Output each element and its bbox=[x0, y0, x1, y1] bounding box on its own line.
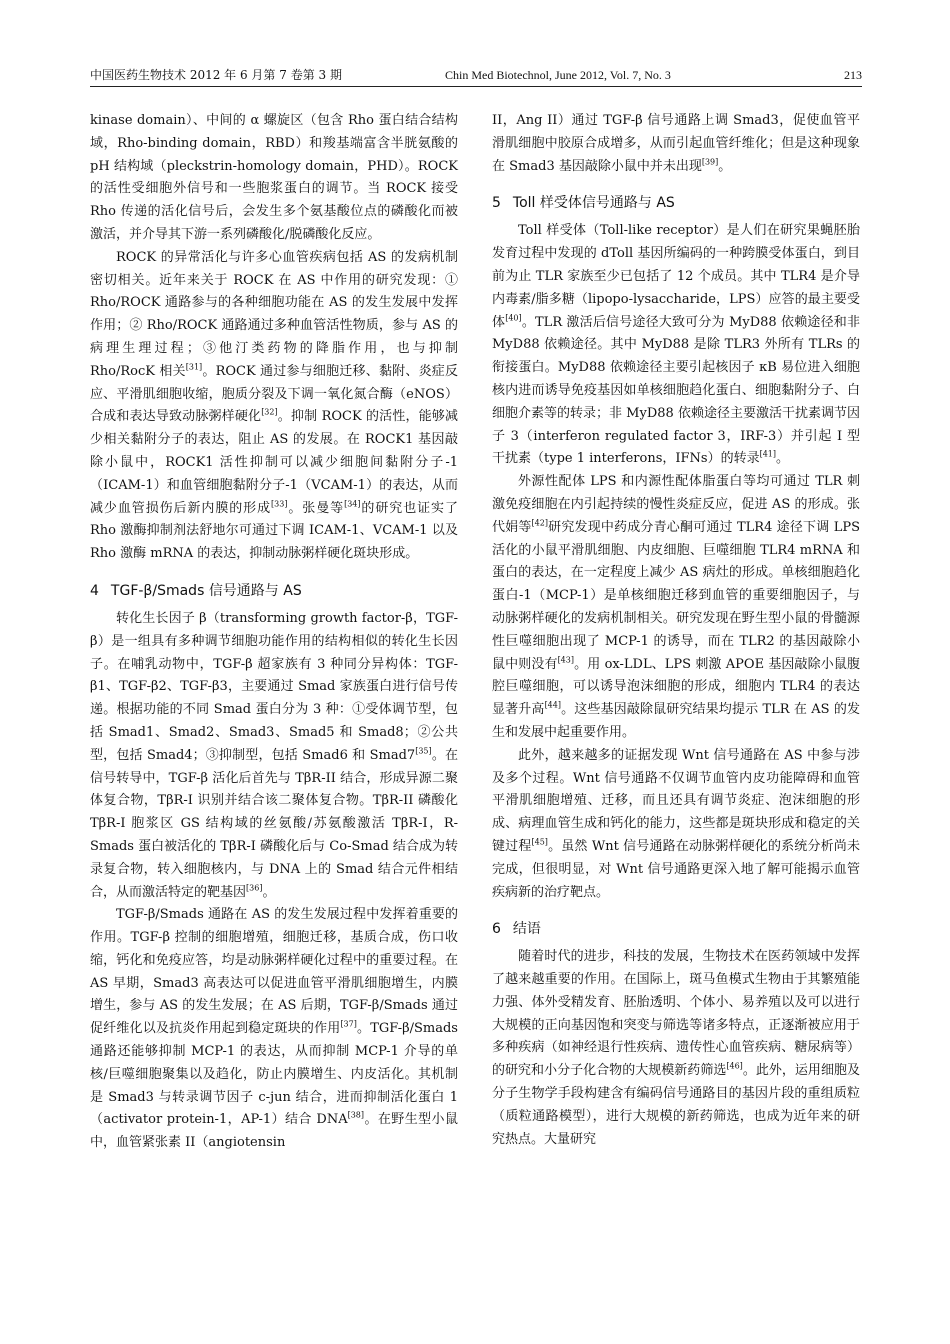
paragraph: 此外，越来越多的证据发现 Wnt 信号通路在 AS 中参与涉及多个过程。Wnt 信号通路不仅调节血管内皮功能障碍和血管平滑肌细胞增殖、迁移，而且还具有调节炎症、泡沫细胞的形成、病理血管生成和钙化的能力，这些都是斑块形成和稳定的关键过程[45]。虽然 Wnt 信号通路在动脉粥样硬化的系统分析尚未完成，但很明显，对 Wnt 信号通路更深入地了解可能揭示血管疾病新的治疗靶点。 bbox=[492, 747, 860, 900]
paragraph: 转化生长因子 β（transforming growth factor-β，TGF-β）是一组具有多种调节细胞功能作用的结构相似的转化生长因子。在哺乳动物中，TGF-β 超家族有 3 种同分异构体：TGF-β1、TGF-β2、TGF-β3，主要通过 Smad 家族蛋白进行信号传递。根据功能的不同 Smad 蛋白分为 3 种：①受体调节型，包括 Smad1、Smad2、Smad3、Smad5 和 Smad8；②公共型，包括 Smad4；③抑制型，包括 Smad6 和 Smad7[35]。在信号转导中，TGF-β 活化后首先与 TβR-II 结合，形成异源二聚体复合物，TβR-I 识别并结合该二聚体复合物。TβR-II 磷酸化 TβR-I 胞浆区 GS 结构域的丝氨酸/苏氨酸激活 TβR-I，R-Smads 蛋白被活化的 TβR-I 磷酸化后与 Co-Smad 结合成为转录复合物，转入细胞核内，与 DNA 上的 Smad 结合元件相结合，从而激活特定的靶基因[36]。 bbox=[90, 610, 458, 900]
paragraph: 随着时代的进步，科技的发展，生物技术在医药领域中发挥了越来越重要的作用。在国际上，斑马鱼模式生物由于其繁殖能力强、体外受精发育、胚胎透明、个体小、易养殖以及可以进行大规模的正向基因饱和突变与筛选等诸多特点，正逐渐被应用于多种疾病（如神经退行性疾病、遗传性心血管疾病、糖尿病等）的研究和小分子化合物的大规模新药筛选[46]。此外，运用细胞及分子生物学手段构建含有编码信号通路目的基因片段的重组质粒（质粒通路模型），进行大规模的新药筛选，也成为近年来的研究热点。大量研究 bbox=[492, 949, 860, 1147]
right-column bbox=[492, 110, 860, 1151]
citation: [41] bbox=[759, 450, 776, 460]
citation: [45] bbox=[531, 837, 548, 847]
paragraph: 外源性配体 LPS 和内源性配体脂蛋白等均可通过 TLR 刺激免疫细胞在内引起持续的慢性炎症反应，促进 AS 的形成。张代娟等[42]研究发现中药成分青心酮可通过 TLR4 途径下调 LPS 活化的小鼠平滑肌细胞、内皮细胞、巨噬细胞 TLR4 mRNA 和蛋白的表达，在一定程度上减少 AS 病灶的形成。单核细胞趋化蛋白-1（MCP-1）是单核细胞迁移到血管的重要细胞因子，与动脉粥样硬化的发病机制相关。研究发现在野生型小鼠的骨髓源性巨噬细胞出现了 MCP-1 的诱导，而在 TLR2 的基因敲除小鼠中则没有[43]。用 ox-LDL、LPS 刺激 APOE 基因敲除小鼠腹腔巨噬细胞，可以诱导泡沫细胞的形成，细胞内 TLR4 的表达显著升高[44]。这些基因敲除鼠研究结果均提示 TLR 在 AS 的发生和发展中起重要作用。 bbox=[492, 474, 860, 740]
citation: [31] bbox=[185, 362, 203, 372]
citation: [38] bbox=[347, 1111, 365, 1121]
citation: [43] bbox=[557, 655, 574, 665]
journal-name-en: Chin Med Biotechnol, June 2012, Vol. 7, No. 3 bbox=[445, 68, 671, 82]
citation: [32] bbox=[261, 408, 278, 418]
citation: [36] bbox=[246, 883, 263, 893]
citation: [33] bbox=[271, 499, 288, 509]
citation: [39] bbox=[701, 157, 719, 167]
citation: [35] bbox=[415, 746, 432, 756]
section-heading-6: 6 结语 bbox=[492, 921, 541, 938]
paragraph: II，Ang II）通过 TGF-β 信号通路上调 Smad3，促使血管平滑肌细胞中胶原合成增多，从而引起血管纤维化；但是这种现象在 Smad3 基因敲除小鼠中并未出现[39]。 bbox=[492, 113, 860, 174]
paragraph: ROCK 的异常活化与许多心血管疾病包括 AS 的发病机制密切相关。近年来关于 ROCK 在 AS 中作用的研究发现：① Rho/ROCK 通路参与的各种细胞功能在 AS 的发生发展中发挥作用；② Rho/ROCK 通路通过多种血管活性物质，参与 AS 的病理生理过程；③他汀类药物的降脂作用，也与抑制 Rho/RocK 相关[31]。ROCK 通过参与细胞迁移、黏附、炎症反应、平滑肌细胞收缩，胞质分裂及下调一氧化氮合酶（eNOS）合成和表达导致动脉粥样硬化[32]。抑制 ROCK 的活性，能够减少相关黏附分子的表达，阻止 AS 的发展。在 ROCK1 基因敲除小鼠中，ROCK1 活性抑制可以减少细胞间黏附分子-1（ICAM-1）和血管细胞黏附分子-1（VCAM-1）的表达，从而减少血管损伤后新内膜的形成[33]。张曼等[34]的研究也证实了 Rho 激酶抑制剂法舒地尔可通过下调 ICAM-1、VCAM-1 以及 Rho 激酶 mRNA 的表达，抑制动脉粥样硬化斑块形成。 bbox=[90, 249, 458, 562]
journal-name-cn: 中国医药生物技术 2012 年 6 月第 7 卷第 3 期 bbox=[90, 68, 342, 82]
paragraph: TGF-β/Smads 通路在 AS 的发生发展过程中发挥着重要的作用。TGF-β 控制的细胞增殖，细胞迁移，基质合成，伤口收缩，钙化和免疫应答，均是动脉粥样硬化过程中的重要过程。在 AS 早期，Smad3 高表达可以促进血管平滑肌细胞增生，内膜增生，参与 AS 的发生发展；在 AS 后期，TGF-β/Smads 通过促纤维化以及抗炎作用起到稳定斑块的作用[37]。TGF-β/Smads 通路还能够抑制 MCP-1 的表达，从而抑制 MCP-1 介导的单核/巨噬细胞聚集以及趋化，防止内膜增生、内皮活化。其机制是 Smad3 与转录调节因子 c-jun 结合，进而抑制活化蛋白 1（activator protein-1，AP-1）结合 DNA[38]。在野生型小鼠中，血管紧张素 II（angiotensin bbox=[90, 907, 458, 1151]
section-heading-5: 5 Toll 样受体信号通路与 AS bbox=[492, 195, 675, 212]
citation: [40] bbox=[505, 313, 522, 323]
citation: [42] bbox=[531, 518, 548, 528]
paragraph: Toll 样受体（Toll-like receptor）是人们在研究果蝇胚胎发育过程中发现的 dToll 基因所编码的一种跨膜受体蛋白，到目前为止 TLR 家族至少已包括了 12 个成员。其中 TLR4 是介导内毒素/脂多糖（lipopo-lysaccharide，LPS）应答的最主要受体[40]。TLR 激活后信号途径大致可分为 MyD88 依赖途径和非 MyD88 依赖途径。其中 MyD88 是除 TLR3 外所有 TLRs 的衔接蛋白。MyD88 依赖途径主要引起核因子 κB 易位进入细胞核内进而诱导免疫基因如单核细胞趋化蛋白、细胞黏附分子、白细胞介素等的转录；非 MyD88 依赖途径主要激活干扰素调节因子 3（interferon regulated factor 3，IRF-3）并引起 I 型干扰素（type 1 interferons，IFNs）的转录[41]。 bbox=[492, 223, 860, 467]
section-heading-4: 4 TGF-β/Smads 信号通路与 AS bbox=[90, 582, 302, 599]
citation: [37] bbox=[340, 1019, 357, 1029]
running-header bbox=[90, 66, 862, 87]
left-column bbox=[90, 110, 458, 1155]
page-number: 213 bbox=[844, 68, 862, 82]
citation: [46] bbox=[726, 1061, 743, 1071]
citation: [44] bbox=[544, 700, 561, 710]
citation: [34] bbox=[344, 499, 361, 509]
paragraph: kinase domain）、中间的 α 螺旋区（包含 Rho 蛋白结合结构域，Rho-binding domain，RBD）和羧基端富含半胱氨酸的 pH 结构域（pleckstrin-homology domain，PHD）。ROCK 的活性受细胞外信号和一些胞浆蛋白的调节。当 ROCK 接受 Rho 传递的活化信号后，会发生多个氨基酸位点的磷酸化而被激活，并介导其下游一系列磷酸化/脱磷酸化反应。 bbox=[90, 113, 458, 242]
